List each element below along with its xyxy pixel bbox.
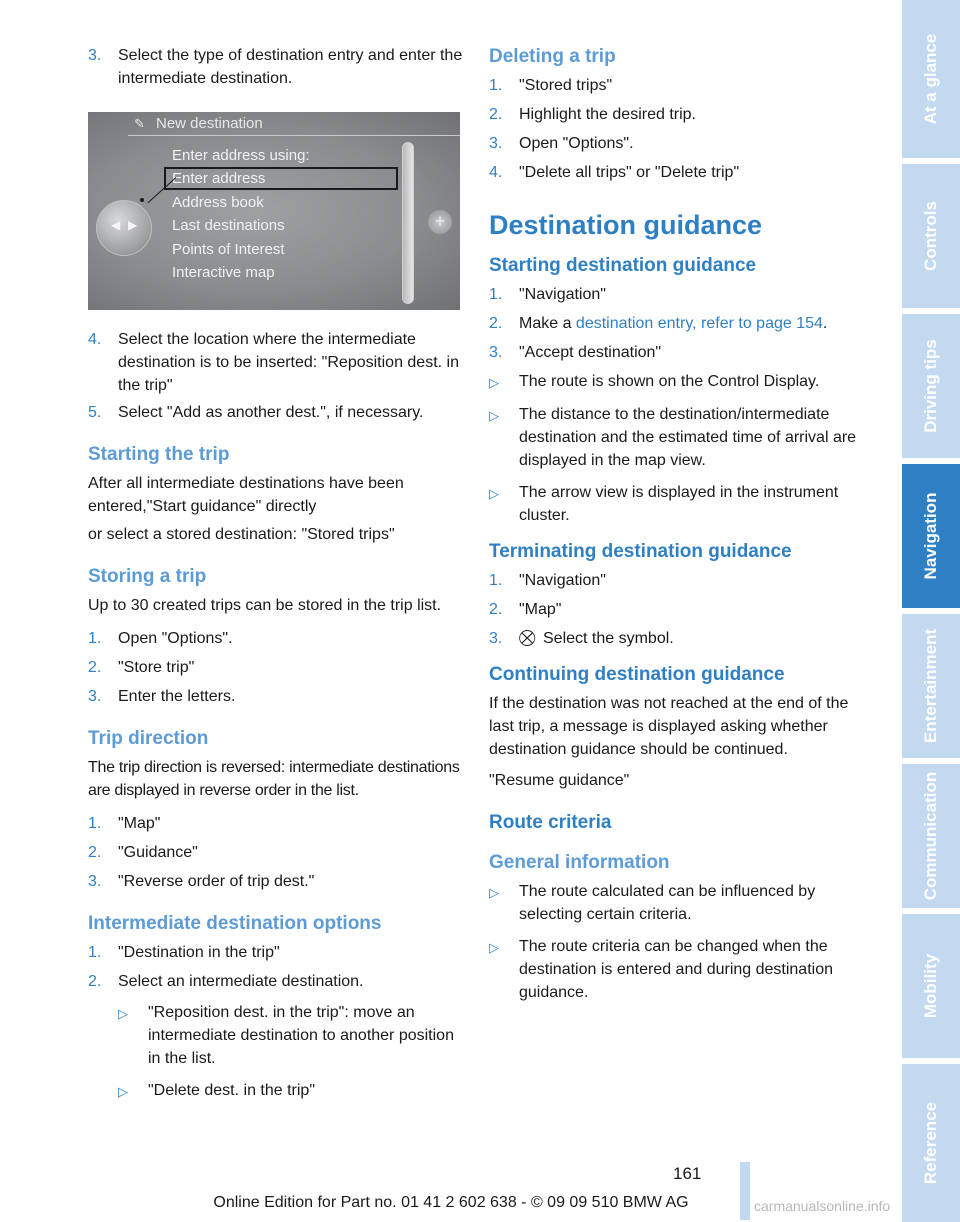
list-item: 2. Highlight the desired trip. (489, 106, 696, 123)
list-item: 2. "Guidance" (88, 844, 198, 861)
section-heading: Terminating destination guidance (489, 541, 792, 562)
paragraph: Up to 30 created trips can be stored in the trip list. (88, 597, 442, 614)
list-item: 2. "Store trip" (88, 659, 195, 676)
section-heading: Storing a trip (88, 566, 207, 587)
section-heading: Trip direction (88, 728, 209, 749)
list-item: ▷ The route is shown on the Control Display. (489, 370, 863, 394)
footer-text: Online Edition for Part no. 01 41 2 602 638 - © 09 09 510 BMW AG (213, 1194, 689, 1211)
list-item: 5. Select "Add as another dest.", if necessary. (88, 404, 424, 421)
list-item: ▷ "Reposition dest. in the trip": move an intermediate destination to another position in the list. (118, 1001, 464, 1070)
list-item: ▷ The route calculated can be influenced by selecting certain criteria. (489, 880, 863, 926)
triangle-bullet-icon: ▷ (118, 1084, 128, 1099)
end-guidance-symbol-icon: ⛒ (519, 630, 536, 647)
section-heading: Starting the trip (88, 444, 230, 465)
triangle-bullet-icon: ▷ (489, 408, 499, 423)
screen-menu (172, 144, 310, 284)
triangle-bullet-icon: ▷ (118, 1006, 128, 1021)
step-list (88, 941, 464, 993)
paragraph: "Resume guidance" (489, 772, 630, 789)
tab-driving-tips[interactable]: Driving tips (902, 314, 960, 458)
triangle-bullet-icon: ▷ (489, 885, 499, 900)
tab-navigation[interactable]: Navigation (902, 464, 960, 608)
tab-at-a-glance[interactable]: At a glance (902, 0, 960, 158)
idrive-screenshot (88, 112, 460, 310)
divider (128, 135, 460, 136)
page-number: 161 (673, 1164, 702, 1183)
navigation-pen-icon: ✎ (134, 116, 145, 131)
list-item: ▷ The distance to the destination/intermediate destination and the estimated time of arrival are displayed in the map view. (489, 403, 863, 472)
list-item: 2. "Map" (489, 601, 562, 618)
controller-knob-icon: ◀ ▶ (96, 200, 152, 256)
menu-item: Address book (172, 193, 264, 211)
paragraph: or select a stored destination: "Stored trips" (88, 526, 395, 543)
highlight-frame (164, 167, 398, 190)
plus-icon: + (428, 210, 452, 234)
chapter-sidebar (902, 0, 960, 1222)
left-column (88, 44, 464, 1112)
section-heading: Intermediate destination options (88, 913, 382, 934)
list-item: 2. Make a destination entry, refer to page 154. (489, 315, 828, 332)
tab-entertainment[interactable]: Entertainment (902, 614, 960, 758)
step-list (88, 812, 464, 893)
section-heading: Starting destination guidance (489, 255, 757, 276)
step-list (489, 283, 863, 364)
list-item: 1. "Map" (88, 815, 161, 832)
menu-item: Enter address (172, 170, 266, 188)
tab-controls[interactable]: Controls (902, 164, 960, 308)
triangle-bullet-icon: ▷ (489, 375, 499, 390)
list-item: 4. Select the location where the intermediate destination is to be inserted: "Reposition dest. in the trip" (88, 331, 459, 394)
paragraph: If the destination was not reached at the end of the last trip, a message is displayed asking whether destination guidance should be continued. (489, 695, 849, 758)
tab-communication[interactable]: Communication (902, 764, 960, 908)
menu-item: Points of Interest (172, 240, 285, 258)
section-heading: Continuing destination guidance (489, 664, 785, 685)
step-list (489, 569, 863, 650)
watermark: carmanualsonline.info (754, 1198, 891, 1214)
scrollbar (402, 142, 414, 304)
page-reference-link[interactable]: destination entry, refer to page 154 (575, 315, 823, 332)
step-list (88, 627, 464, 708)
list-item: 3. Enter the letters. (88, 688, 236, 705)
tab-reference[interactable]: Reference (902, 1064, 960, 1222)
bullet-list (489, 880, 863, 1004)
menu-item: Enter address using: (172, 147, 310, 164)
screen-title: New destination (156, 115, 263, 132)
list-item: ▷ "Delete dest. in the trip" (118, 1079, 464, 1103)
list-item: 3. "Accept destination" (489, 344, 662, 361)
callout-dot (140, 198, 144, 202)
list-item: 1. "Destination in the trip" (88, 944, 280, 961)
list-item: 4. "Delete all trips" or "Delete trip" (489, 164, 740, 181)
menu-item: Last destinations (172, 217, 285, 235)
paragraph: After all intermediate destinations have been entered,"Start guidance" directly (88, 475, 404, 515)
step-list (88, 328, 464, 424)
list-item: 3. Select the type of destination entry and enter the intermediate destination. (88, 47, 463, 87)
list-item: 3. Open "Options". (489, 135, 634, 152)
list-item: 3. ⛒ Select the symbol. (489, 627, 863, 650)
list-item: 1. "Navigation" (489, 572, 606, 589)
list-item: 2. Select an intermediate destination. (88, 973, 364, 990)
section-heading: Route criteria (489, 812, 612, 833)
paragraph: The trip direction is reversed: intermediate destinations are displayed in reverse order in the list. (88, 759, 460, 799)
list-item: ▷ The route criteria can be changed when the destination is entered and during destination guidance. (489, 935, 863, 1004)
chapter-heading: Destination guidance (489, 210, 763, 240)
subsection-heading: General information (489, 852, 670, 873)
bullet-list (118, 1001, 464, 1103)
step-list (489, 74, 863, 184)
triangle-bullet-icon: ▷ (489, 940, 499, 955)
bullet-list (489, 370, 863, 527)
list-item: 1. "Navigation" (489, 286, 606, 303)
list-item: 1. "Stored trips" (489, 77, 613, 94)
list-item: 1. Open "Options". (88, 630, 233, 647)
right-column (489, 44, 863, 1013)
list-item: 3. "Reverse order of trip dest." (88, 873, 315, 890)
menu-item: Interactive map (172, 263, 275, 281)
list-item: ▷ The arrow view is displayed in the instrument cluster. (489, 481, 863, 527)
step-list (88, 44, 464, 90)
tab-mobility[interactable]: Mobility (902, 914, 960, 1058)
section-heading: Deleting a trip (489, 46, 616, 67)
triangle-bullet-icon: ▷ (489, 486, 499, 501)
